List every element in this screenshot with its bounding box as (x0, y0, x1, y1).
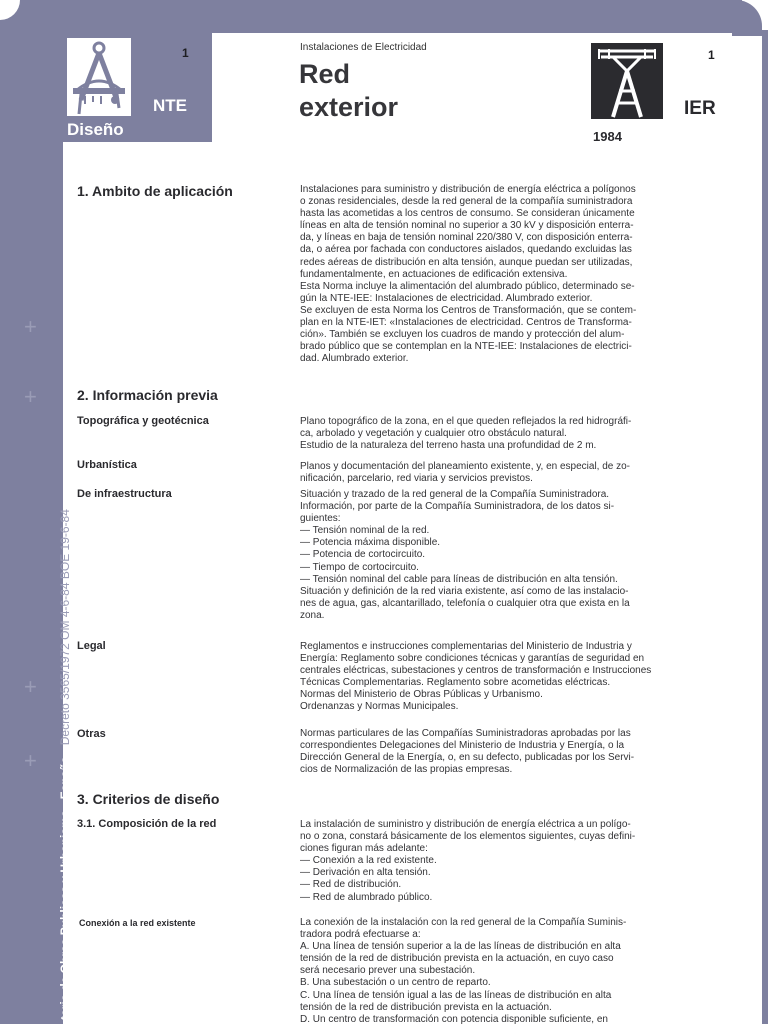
text-line: correspondientes Delegaciones del Ministerio de Industria y Energía, o la (300, 740, 625, 752)
list-item: — Tiempo de cortocircuito. (300, 561, 419, 573)
power-tower-icon (591, 43, 663, 119)
list-item: — Red de distribución. (300, 879, 402, 891)
decree-reference: Decreto 3565/1972 OM 4-6-84 BOE 19-6-84 (58, 509, 72, 746)
list-item: — Derivación en alta tensión. (300, 867, 431, 879)
ier-code: IER (684, 98, 716, 119)
registration-mark: + (24, 314, 37, 339)
ministry-text: terio de Obras Publicas y Urbanismo - España (58, 756, 72, 1020)
text-line: Situación y definición de la red viaria existente, así como de las instalacio- (300, 585, 629, 597)
text-line: tradora podrá efectuarse a: (300, 929, 421, 941)
section-1-text (300, 184, 636, 365)
urbanistica-text (300, 461, 630, 485)
registration-mark: + (24, 674, 37, 699)
text-line: será necesario prever una subestación. (300, 965, 476, 977)
top-border (0, 0, 768, 33)
text-line: guientes: (300, 513, 341, 525)
header-subtitle: Instalaciones de Electricidad (300, 42, 427, 53)
list-item: — Red de alumbrado público. (300, 891, 433, 903)
text-line: hasta las acometidas a los centros de consumo. Se consideran únicamente (300, 208, 635, 220)
composicion-text (300, 819, 635, 904)
infraestructura-text (300, 489, 630, 622)
text-line: da, y líneas en baja de tensión nominal 220/380 V, con disposición enterra- (300, 232, 633, 244)
otras-label: Otras (77, 728, 106, 740)
text-line: Técnicas Complementarias. Reglamento sobre acometidas eléctricas. (300, 677, 611, 689)
text-line: Normas particulares de las Compañías Suministradoras aprobadas por las (300, 728, 631, 739)
text-line: Esta Norma incluye la alimentación del alumbrado público, determinado se- (300, 280, 635, 292)
topografica-text (300, 416, 631, 452)
text-line: brado público que se contemplan en la NTE-IEE: Instalaciones de electrici- (300, 341, 632, 353)
conexion-label: Conexión a la red existente (79, 918, 196, 928)
text-line: Normas del Ministerio de Obras Públicas y Urbanismo. (300, 689, 543, 701)
text-line: La instalación de suministro y distribución de energía eléctrica a un polígo- (300, 819, 631, 830)
text-line: cios de Normalización de las propias empresas. (300, 764, 513, 776)
text-line: tensión de la red de distribución prevista en la actuación, en cuyo caso (300, 953, 614, 965)
text-line: Dirección General de la Energía, o, en su defecto, publicadas por los Servi- (300, 752, 635, 764)
text-line: Instalaciones para suministro y distribución de energía eléctrica a polígonos (300, 184, 636, 195)
text-line: tensión de la red de distribución prevista en la actuación. (300, 1001, 552, 1013)
text-line: nes de agua, gas, alcantarillado, telefonía o cualquier otra que exista en la (300, 597, 630, 609)
diseno-label: Diseño (67, 120, 124, 139)
list-item: — Conexión a la red existente. (300, 855, 437, 867)
left-page-number: 1 (182, 46, 189, 60)
text-line: ciones figuran más adelante: (300, 843, 428, 855)
list-item: A. Una línea de tensión superior a la de las líneas de distribución en alta (300, 941, 621, 953)
text-line: plan en la NTE-IET: «Instalaciones de electricidad. Centros de Transforma- (300, 317, 632, 329)
text-line: Plano topográfico de la zona, en el que queden reflejados la red hidrográfi- (300, 416, 632, 427)
list-item: — Tensión nominal del cable para líneas de distribución en alta tensión. (300, 573, 618, 585)
legal-text (300, 641, 651, 714)
text-line: Energía: Reglamento sobre condiciones técnicas y garantías de seguridad en (300, 653, 645, 665)
text-line: Ordenanzas y Normas Municipales. (300, 701, 459, 713)
year-label: 1984 (593, 129, 622, 144)
text-line: Reglamentos e instrucciones complementarias del Ministerio de Industria y (300, 641, 632, 652)
registration-mark: + (24, 748, 37, 773)
section-3-heading: 3. Criterios de diseño (77, 791, 220, 807)
text-line: Planos y documentación del planeamiento existente, y, en especial, de zo- (300, 461, 631, 472)
conexion-text (300, 917, 626, 1026)
text-line: nificación, parcelario, red viaria y servicios previstos. (300, 473, 533, 485)
nte-label: NTE (153, 96, 187, 115)
list-item: B. Una subestación o un centro de reparto. (300, 977, 491, 989)
text-line: no o zona, constará básicamente de los elementos siguientes, cuyas defini- (300, 831, 636, 843)
text-line: líneas en alta de tensión nominal no superior a 30 kV y disposición enterra- (300, 220, 634, 232)
list-item: — Tensión nominal de la red. (300, 525, 430, 537)
title-line-1: Red (299, 59, 351, 89)
text-line: Estudio de la naturaleza del terreno hasta una profundidad de 2 m. (300, 440, 597, 452)
list-item: — Potencia máxima disponible. (300, 537, 441, 549)
infraestructura-label: De infraestructura (77, 488, 172, 500)
urbanistica-label: Urbanística (77, 459, 137, 471)
text-line: Se excluyen de esta Norma los Centros de Transformación, que se contem- (300, 304, 637, 316)
text-line: Situación y trazado de la red general de la Compañía Suministradora. (300, 489, 610, 500)
vertical-ministry-text (58, 509, 72, 1020)
text-line: zona. (300, 609, 325, 621)
section-1-heading: 1. Ambito de aplicación (77, 183, 233, 199)
text-line: La conexión de la instalación con la red general de la Compañía Suminis- (300, 917, 627, 928)
list-item: — Potencia de cortocircuito. (300, 549, 426, 561)
text-line: ción». También se excluyen los cuadros de mando y protección del alum- (300, 329, 625, 341)
text-line: da, o aérea por fachada con conductores aislados, quedando excluidas las (300, 244, 632, 256)
text-line: centrales eléctricas, subestaciones y centros de transformación e Instrucciones (300, 665, 652, 677)
compass-icon (67, 38, 131, 116)
title-line-2: exterior (299, 92, 399, 122)
legal-label: Legal (77, 640, 106, 652)
nte-compass-logo (67, 38, 131, 116)
list-item: D. Un centro de transformación con potencia disponible suficiente, en (300, 1013, 608, 1025)
text-line: redes aéreas de distribución en alta tensión, aunque puedan ser utilizadas, (300, 256, 633, 268)
composicion-label: 3.1. Composición de la red (77, 818, 217, 830)
ier-tower-logo (591, 43, 663, 119)
otras-text (300, 728, 634, 776)
text-line: Información, por parte de la Compañía Suministradora, de los datos si- (300, 501, 615, 513)
left-border (0, 0, 63, 1024)
text-line: ca, arbolado y vegetación y cualquier otro obstáculo natural. (300, 428, 567, 440)
right-page-number: 1 (708, 48, 715, 62)
section-2-heading: 2. Información previa (77, 387, 218, 403)
text-line: gún la NTE-IEE: Instalaciones de electricidad. Alumbrado exterior. (300, 292, 593, 304)
text-line: o zonas residenciales, desde la red general de la compañía suministradora (300, 196, 633, 208)
text-line: fundamentalmente, en actuaciones de edificación extensiva. (300, 268, 568, 280)
topografica-label: Topográfica y geotécnica (77, 415, 209, 427)
registration-mark: + (24, 384, 37, 409)
list-item: C. Una línea de tensión igual a las de las líneas de distribución en alta (300, 989, 612, 1001)
text-line: dad. Alumbrado exterior. (300, 353, 409, 365)
right-border (762, 0, 768, 1024)
